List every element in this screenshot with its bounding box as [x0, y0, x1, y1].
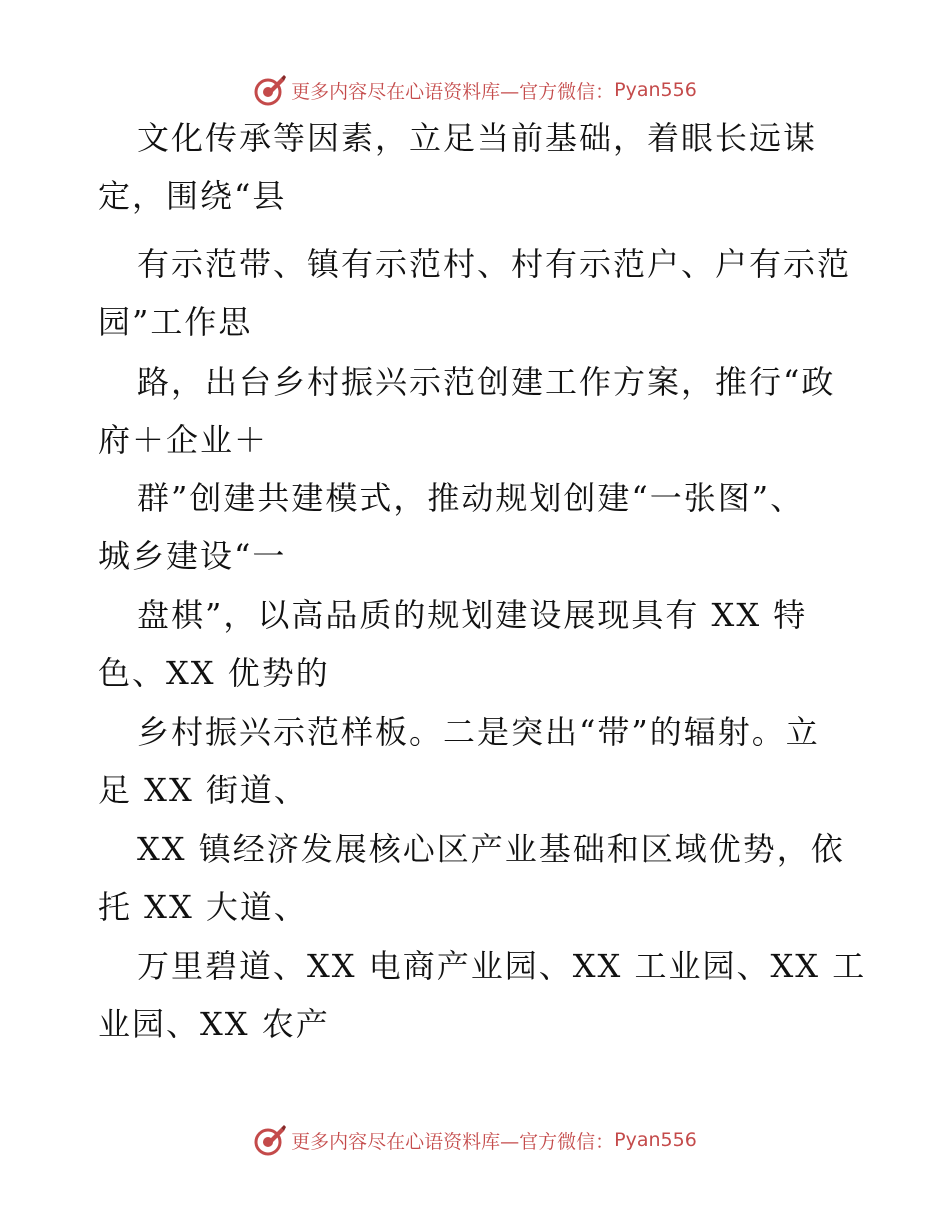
watermark-wechat-id: Pyan556 [614, 79, 697, 101]
pen-logo-icon [253, 1123, 287, 1157]
text-line: 业园、XX 农产 [98, 1005, 330, 1043]
text-line: 定，围绕“县 [98, 177, 287, 215]
text-line: 群”创建共建模式，推动规划创建“一张图”、 [137, 479, 805, 517]
header-watermark [0, 70, 950, 110]
text-line: 府＋企业＋ [98, 421, 269, 459]
text-line: 城乡建设“一 [98, 537, 287, 575]
watermark-wechat-id: Pyan556 [614, 1129, 697, 1151]
watermark-text: 更多内容尽在心语资料库—官方微信： [291, 1130, 615, 1153]
text-line: 园”工作思 [98, 303, 253, 341]
text-line: 乡村振兴示范样板。二是突出“带”的辐射。立 [137, 713, 820, 751]
footer-watermark [0, 1120, 950, 1160]
text-line: 万里碧道、XX 电商产业园、XX 工业园、XX 工 [137, 947, 867, 985]
text-line: 足 XX 街道、 [98, 771, 308, 809]
text-line: 盘棋”，以高品质的规划建设展现具有 XX 特 [137, 596, 808, 634]
text-line: 托 XX 大道、 [98, 888, 308, 926]
text-line: XX 镇经济发展核心区产业基础和区域优势，依 [137, 830, 845, 868]
watermark-text: 更多内容尽在心语资料库—官方微信： [291, 80, 615, 103]
text-line: 文化传承等因素，立足当前基础，着眼长远谋 [137, 119, 818, 157]
text-line: 有示范带、镇有示范村、村有示范户、户有示范 [137, 245, 852, 283]
text-line: 色、XX 优势的 [98, 654, 330, 692]
text-line: 路，出台乡村振兴示范创建工作方案，推行“政 [137, 363, 836, 401]
pen-logo-icon [253, 73, 287, 107]
